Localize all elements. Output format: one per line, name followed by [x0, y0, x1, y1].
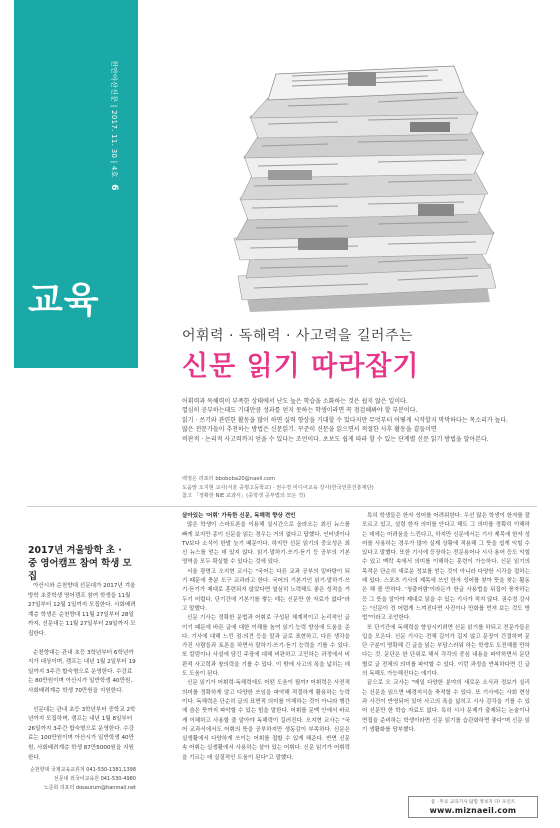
reporter-credit: 백정은 리포터 bboboba20@naeil.com: [182, 476, 276, 482]
page-number: 6: [109, 184, 119, 191]
ad-url-link[interactable]: www.miznaeil.com: [429, 806, 517, 815]
column-paragraph: 신문 읽기가 어휘력·독해력에도 어떤 도움이 될까? 어휘력은 사전적 의미를 정확하게 알고 다양한 쓰임을 파악해 적절하게 활용하는 능력이다. 독해력은 단순히 글의 표면적 의미를 이해하는 것이 아니라 행간에 숨은 뜻까지 파악할 수 있는 힘을 말한다. 어휘를 문맥 안에서 바르게 이해하고 사용할 줄 알아야 독해력이 길러진다. 오지현 교사는 "국어 교과서에서도 어휘의 뜻을 공부하지만 생동감이 부족하다. 신문은 실생활에서 다양하게 쓰이는 어휘를 접할 수 있게 해준다. 반면 신문 속 어휘는 실생활에서 사용하는 살아 있는 어휘다. 신문 읽기가 어휘력을 기르는 데 실질적인 도움이 된다"고 말했다.: [182, 680, 350, 761]
column-paragraph: 많은 학생이 스마트폰을 이용해 실시간으로 올라오는 최신 뉴스를 빠게 보지만 종이 신문을 읽는 경우는 거의 없다고 답했다. 인터넷이나 TV보다 소식이 한발 늦기 때문이다. 하지만 신문 읽기의 중요성은 최신 뉴스를 얻는 데 있지 않다. 읽기·말하기·쓰기·듣기 등 공부의 기본 영역을 모두 확실할 수 있다는 것에 있다.: [182, 522, 350, 566]
column-paragraph: 서울 광명고 오지현 교사는 "국어는 다른 교과 공부의 밑바탕이 되기 때문에 충분 도구 교과라고 한다. 국어의 기본기인 읽기·말하기·쓰기·듣기가 제대로 훈련되지 않았다면 열심히 노력해도 좋은 성적을 거두기 어렵다. 단기간에 기본기를 쌓는 데는 신문만 한 자료가 없다"라고 말했다.: [182, 568, 350, 612]
issue-info-text: 천안아산신문 | 2017. 11. 30 | 4호: [110, 60, 118, 178]
sidebar-paragraph: 선문대는 관내 초등 3학년부터 중학교 2학년까지 모집하며, 캠프는 내년 1월 8일부터 26일까지 3주간 합숙형으로 운영한다. 수강료는 100만원이며 아산시가 일반학생 40만원, 사회배려계층 학생 87만5000원을 지원한다.: [28, 706, 136, 761]
intro-line: 어휘력과 독해력이 부족한 상태에서 난도 높은 학습을 소화하는 것은 쉽지 않은 일이다.: [182, 398, 408, 405]
contact-line: 선문대 외국어교육원 041-530-4980: [53, 776, 136, 782]
intro-line: 읽기 · 쓰기와 관련한 활동을 많이 하면 실력 향상을 기대할 수 있다지만 무엇부터 어떻게 시작할지 막막하다는 목소리가 높다.: [182, 416, 509, 424]
article-column-1: [182, 512, 350, 763]
sidebar-paragraph: 순천향대는 관내 초등 3학년부터 6학년까지가 대상이며, 캠프는 내년 1월 2일부터 19일까지 3주간 합숙형으로 운영한다. 수강료는 80만원이며 아산시가 일반학생 40만원, 사회배려계층 학생 70만원을 지원한다.: [28, 649, 136, 694]
column-paragraph: 특히 학생들은 한자 성어를 어려워한다. 우선 많은 학생이 한자를 잘 모르고 있고, 설령 한자 의미를 안다고 해도 그 의미를 정확히 이해하는 데에는 어려움을 느낀다고, 하지만 신문에서는 기사 제목에 한자 성어를 사용하는 경우가 많아 실제 상황에 적용해 그 뜻을 쉽게 익힐 수 있다고 말했다. 또한 기사에 등장하는 전문용어나 시사 용어 등도 익힐 수 있고 맥락 속에서 의미를 이해하는 훈련이 가능하다. 신문 읽기의 목적은 단순히 새로운 정보를 얻는 것이 아니라 다양한 시각을 접하는 데 있다. 스포츠 기사의 제목에 쓰인 한자 성어를 찾아 뜻을 찾는 활동은 해 볼 만하다. '청출어람'이라든가 한글 사용법을 뒤집어 풍자하는 등 그 뜻을 알아야 제대로 읽을 수 있는 기사가 적지 않다. 권수정 강사는 "신문이 정 어렵게 느껴진다면 사진이나 만화를 먼저 보는 것도 방법"이라고 조언한다.: [362, 513, 530, 622]
issue-info-vertical: [109, 60, 119, 191]
contact-line: 순천향대 국제교육교류처 041-530-1381,1398: [29, 767, 136, 773]
intro-line: 많은 전문가들이 추천하는 방법은 신문읽기. 꾸준히 신문을 읽으면서 적절한 사후 활동을 곁들이면: [182, 426, 437, 434]
column-paragraph: 신문 기사는 정확한 문법과 어휘로 구성된 체계적이고 논리적인 글이기 때문에 바른 글에 대한 이해를 높여 읽기 능력 향상에 도움을 준다. 기사에 대해 느낀 점·의견 등을 말과 글로 표현하고, 다른 생각을 가진 사람들과 토론을 하면서 말하기·쓰기·듣기 능력을 기를 수 있다. 또 칼럼이나 사설에 담긴 주장에 대해 비판하고 고민하는 과정에서 비판적 사고력과 창의력을 기를 수 있다. 이 밖에 사고의 폭을 넓히는 데도 도움이 된다.: [182, 615, 350, 678]
sidebar-contacts: [28, 766, 136, 793]
article-subtitle: 어휘력 · 독해력 · 사고력을 길러주는: [182, 328, 413, 344]
reference-credit: 참고 「정확한 NIE 교과서」(중학생 공부법의 모든 것): [182, 493, 306, 500]
sidebar-paragraph: 아산시와 순천향대 선문대가 2017년 겨울방학 초중학생 영어캠프 참여 학생을 11월 27일부터 12월 1일까지 모집한다. 사회배려계층 학생은 순천향대 11월 27일부터 28일까지, 선문대는 11월 27일부터 29일까지 모집한다.: [28, 583, 136, 637]
newspaper-stack-photo: [228, 62, 504, 312]
intro-line: 비판적 · 논리적 사고력까지 얻을 수 있다는 조언이다. 초보도 쉽게 따라 할 수 있는 단계별 신문 읽기 방법을 알아본다.: [182, 435, 489, 443]
ad-box[interactable]: [408, 796, 538, 818]
sidebar-body: [28, 582, 136, 772]
sidebar-title: 2017년 겨울방학 초 · 중 영어캠프 참여 학생 모집: [28, 545, 132, 582]
column-heading: 살아있는 '어휘' 가득한 신문, 독해력 향상 견인: [182, 513, 296, 519]
column-paragraph: 또 단기간에 독해력을 향상시키려면 신문 읽기를 하되고 전문가들은 입을 모은다. 신문 기사는 전체 길이가 길지 않고 문장이 간결하며 문단 구분이 명확해 긴 글을 읽는 부담스러워 하는 학생도 도전해볼 만하다는 것. 문단은 한 단위로 해서 각각의 중심 내용을 파악하면서 문단별로 글 전체의 의미를 파악할 수 있다. 이런 과정을 반복하다면 긴 글의 독해도 가능해진다는 얘기다.: [362, 624, 530, 678]
article-title: 신문 읽기 따라잡기: [182, 351, 420, 382]
intro-line: 열심히 공부하는데도 기대만큼 성과를 얻지 못하는 학생이라면 꼭 점검해봐야 할 부분이다.: [182, 407, 418, 415]
article-column-2: [362, 512, 530, 735]
advisor-credit: 도움말 오지현 교사(서울 중평고등학교) · 권수정 미디어교육 강사(한국언론진흥재단): [182, 484, 374, 491]
article-credits: [182, 475, 532, 501]
ad-tagline: 중 · 무료 교육기사 탐험 정보지 다! 포인트: [430, 800, 516, 805]
contact-line: 노준희 리포터 dosaurum@hanmail.net: [43, 785, 136, 791]
column-paragraph: 끝으로 오 교사는 "매일 다양한 분야의 새로운 소식과 정보가 실리는 신문을 읽으면 배경지식을 축적할 수 있다. 또 기사에는 사회 현상과 사건이 반영되어 있어 사고의 폭을 넓히고 시사 감각을 기를 수 있어 신문만 한 학습 자료도 없다. 특히 시사 문제가 출제되는 논술이나 면접을 준비하는 학생이라면 신문 읽기를 습관화하면 좋다"며 신문 읽기 생활화를 당부했다.: [362, 680, 530, 733]
section-divider: [27, 506, 537, 507]
article-intro: [182, 397, 532, 444]
section-title: 교육: [28, 280, 100, 321]
newspaper-stack-illustration: [234, 66, 496, 312]
